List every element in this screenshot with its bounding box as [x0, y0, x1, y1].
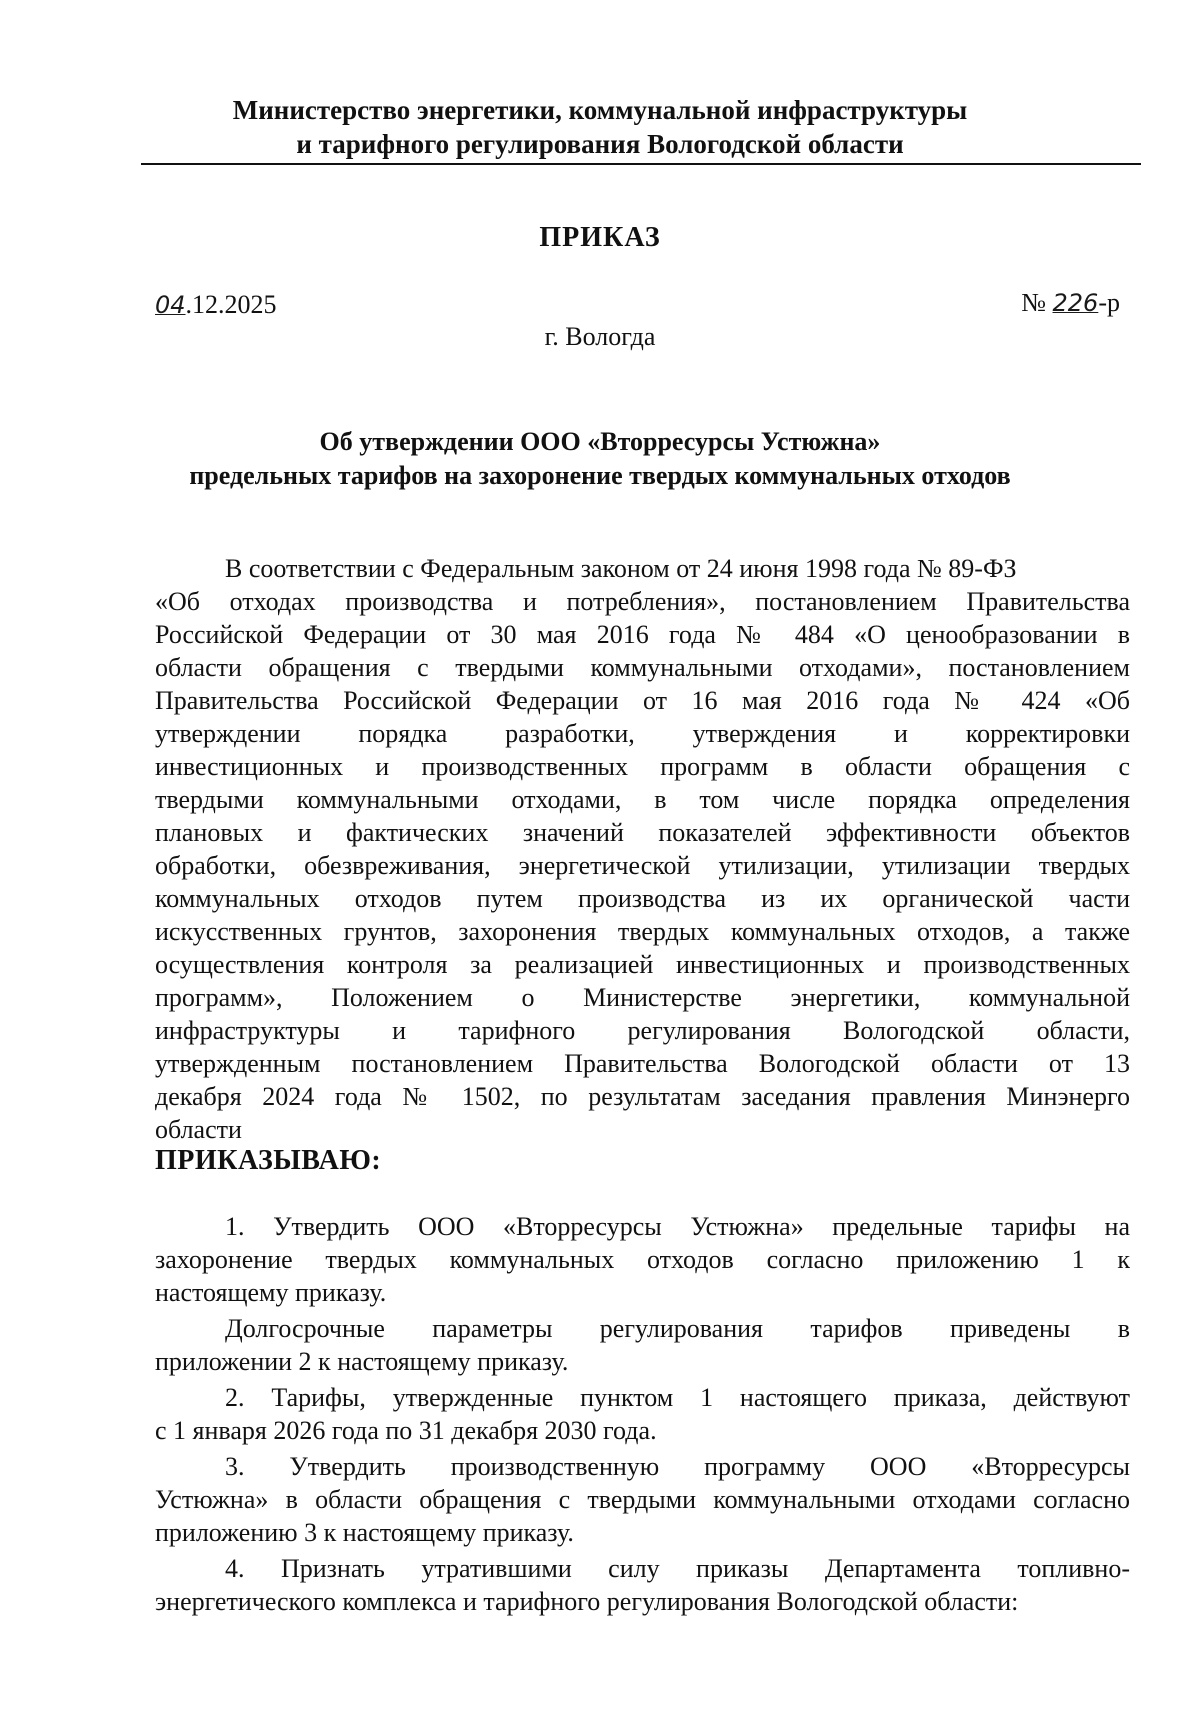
preamble-line: области — [155, 1115, 242, 1144]
order-line: Устюжна» в области обращения с твердыми коммунальными отходами согласно — [155, 1485, 1130, 1514]
order-line-container — [155, 1381, 1130, 1414]
ministry-header — [150, 93, 1050, 161]
header-rule — [141, 163, 1141, 165]
subject-line-2: предельных тарифов на захоронение твердых коммунальных отходов — [189, 461, 1011, 490]
preamble-line: инвестиционных и производственных программ в области обращения с — [155, 752, 1130, 781]
document-subject — [100, 425, 1100, 493]
order-line-container — [155, 1243, 1130, 1276]
preamble-line: декабря 2024 года № 1502, по результатам заседания правления Минэнерго — [155, 1082, 1130, 1111]
preamble-line: инфраструктуры и тарифного регулирования Вологодской области, — [155, 1016, 1130, 1045]
preamble-line: утверждении порядка разработки, утверждения и корректировки — [155, 719, 1130, 748]
preamble-line: коммунальных отходов путем производства из их органической части — [155, 884, 1130, 913]
preamble-line: области обращения с твердыми коммунальными отходами», постановлением — [155, 653, 1130, 682]
preamble-line: Правительства Российской Федерации от 16 мая 2016 года № 424 «Об — [155, 686, 1130, 715]
preamble-line: В соответствии с Федеральным законом от 24 июня 1998 года № 89-ФЗ — [225, 554, 1017, 583]
number-suffix: -р — [1098, 288, 1120, 317]
order-line: 2. Тарифы, утвержденные пунктом 1 настоящего приказа, действуют — [225, 1383, 1130, 1412]
order-line: 4. Признать утратившими силу приказы Департамента топливно- — [225, 1554, 1130, 1583]
date-handwritten: 04 — [155, 291, 186, 319]
order-line-container — [155, 1276, 1130, 1309]
order-line: настоящему приказу. — [155, 1278, 387, 1307]
order-line: захоронение твердых коммунальных отходов согласно приложению 1 к — [155, 1245, 1130, 1274]
ministry-line-2: и тарифного регулирования Вологодской области — [296, 129, 904, 159]
order-line-container — [155, 1516, 1130, 1549]
preamble-line: плановых и фактических значений показателей эффективности объектов — [155, 818, 1130, 847]
preamble-line: обработки, обезвреживания, энергетической утилизации, утилизации твердых — [155, 851, 1130, 880]
preamble-paragraph — [155, 552, 1130, 1146]
order-line: энергетического комплекса и тарифного регулирования Вологодской области: — [155, 1587, 1019, 1616]
order-line-container — [155, 1450, 1130, 1483]
preamble-line: программ», Положением о Министерстве энергетики, коммунальной — [155, 983, 1130, 1012]
preamble-line: утвержденным постановлением Правительства Вологодской области от 13 — [155, 1049, 1130, 1078]
document-date — [155, 290, 277, 320]
order-line: 1. Утвердить ООО «Вторресурсы Устюжна» предельные тарифы на — [225, 1212, 1130, 1241]
number-handwritten: 226 — [1052, 289, 1099, 317]
order-line: Долгосрочные параметры регулирования тарифов приведены в — [225, 1314, 1130, 1343]
order-line: с 1 января 2026 года по 31 декабря 2030 года. — [155, 1416, 657, 1445]
order-line: 3. Утвердить производственную программу ООО «Вторресурсы — [225, 1452, 1130, 1481]
date-printed: .12.2025 — [185, 290, 277, 319]
preamble-line: «Об отходах производства и потребления», постановлением Правительства — [155, 587, 1130, 616]
ministry-line-1: Министерство энергетики, коммунальной инфраструктуры — [232, 95, 968, 125]
order-line: приложению 3 к настоящему приказу. — [155, 1518, 574, 1547]
order-line-container — [155, 1210, 1130, 1243]
preamble-line: осуществления контроля за реализацией инвестиционных и производственных — [155, 950, 1130, 979]
preamble-line: искусственных грунтов, захоронения твердых коммунальных отходов, а также — [155, 917, 1130, 946]
orders-heading: ПРИКАЗЫВАЮ: — [155, 1145, 382, 1176]
order-line-container — [155, 1312, 1130, 1345]
order-line-container — [155, 1345, 1130, 1378]
order-line-container — [155, 1552, 1130, 1585]
order-line-container — [155, 1585, 1130, 1618]
document-city: г. Вологда — [544, 322, 656, 351]
subject-line-1: Об утверждении ООО «Вторресурсы Устюжна» — [319, 427, 881, 456]
order-line-container — [155, 1414, 1130, 1447]
order-line-container — [155, 1483, 1130, 1516]
number-prefix: № — [1021, 288, 1053, 317]
order-line: приложении 2 к настоящему приказу. — [155, 1347, 569, 1376]
document-title: ПРИКАЗ — [539, 222, 661, 253]
preamble-line: твердыми коммунальными отходами, в том числе порядка определения — [155, 785, 1130, 814]
document-number — [1021, 288, 1120, 318]
preamble-line: Российской Федерации от 30 мая 2016 года № 484 «О ценообразовании в — [155, 620, 1130, 649]
